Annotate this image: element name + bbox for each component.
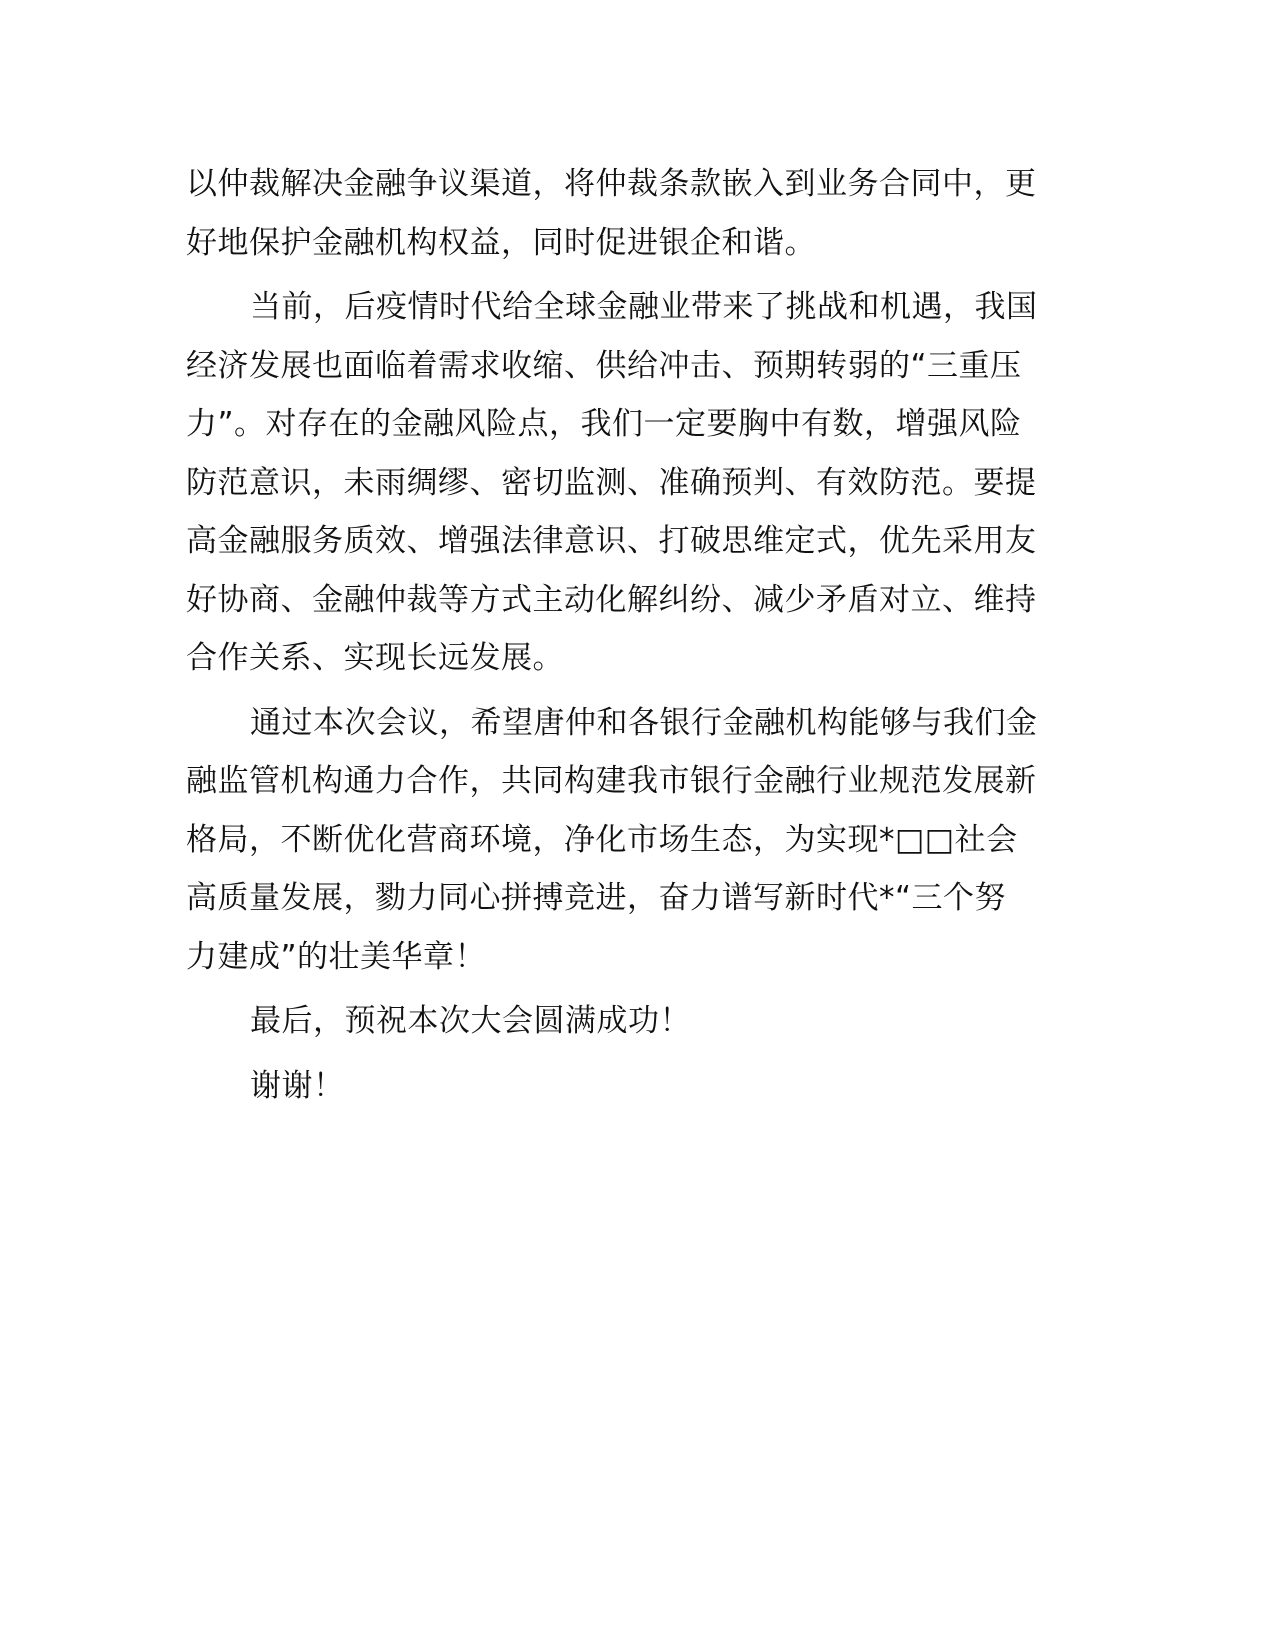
paragraph-5 bbox=[186, 1057, 1086, 1116]
text-line: 好地保护金融机构权益，同时促进银企和谐。 bbox=[186, 224, 816, 261]
text-line: 以仲裁解决金融争议渠道，将仲裁条款嵌入到业务合同中，更 bbox=[186, 166, 1037, 202]
text-line: 最后，预祝本次大会圆满成功！ bbox=[250, 1003, 691, 1039]
text-line: 合作关系、实现长远发展。 bbox=[186, 640, 564, 676]
text-line: 谢谢！ bbox=[250, 1067, 345, 1104]
text-line: 通过本次会议，希望唐仲和各银行金融机构能够与我们金 bbox=[250, 704, 1038, 741]
document-page bbox=[186, 155, 1086, 1121]
text-line: 融监管机构通力合作，共同构建我市银行金融行业规范发展新 bbox=[186, 763, 1037, 799]
text-line: 高金融服务质效、增强法律意识、打破思维定式，优先采用友 bbox=[186, 523, 1037, 559]
text-line: 格局，不断优化营商环境，净化市场生态，为实现*□□社会 bbox=[186, 821, 1018, 858]
text-line: 力”。对存在的金融风险点，我们一定要胸中有数，增强风险 bbox=[186, 406, 1022, 442]
text-line: 高质量发展，勠力同心拼搏竞进，奋力谱写新时代*“三个努 bbox=[186, 880, 1007, 916]
text-line: 力建成”的壮美华章！ bbox=[186, 938, 487, 975]
paragraph-1 bbox=[186, 155, 1086, 272]
paragraph-4 bbox=[186, 992, 1086, 1051]
text-line: 防范意识，未雨绸缪、密切监测、准确预判、有效防范。要提 bbox=[186, 464, 1037, 501]
text-line: 好协商、金融仲裁等方式主动化解纠纷、减少矛盾对立、维持 bbox=[186, 581, 1037, 618]
paragraph-3 bbox=[186, 694, 1086, 987]
paragraph-2 bbox=[186, 278, 1086, 688]
text-line: 经济发展也面临着需求收缩、供给冲击、预期转弱的“三重压 bbox=[186, 347, 1022, 384]
text-line: 当前，后疫情时代给全球金融业带来了挑战和机遇，我国 bbox=[250, 289, 1038, 325]
